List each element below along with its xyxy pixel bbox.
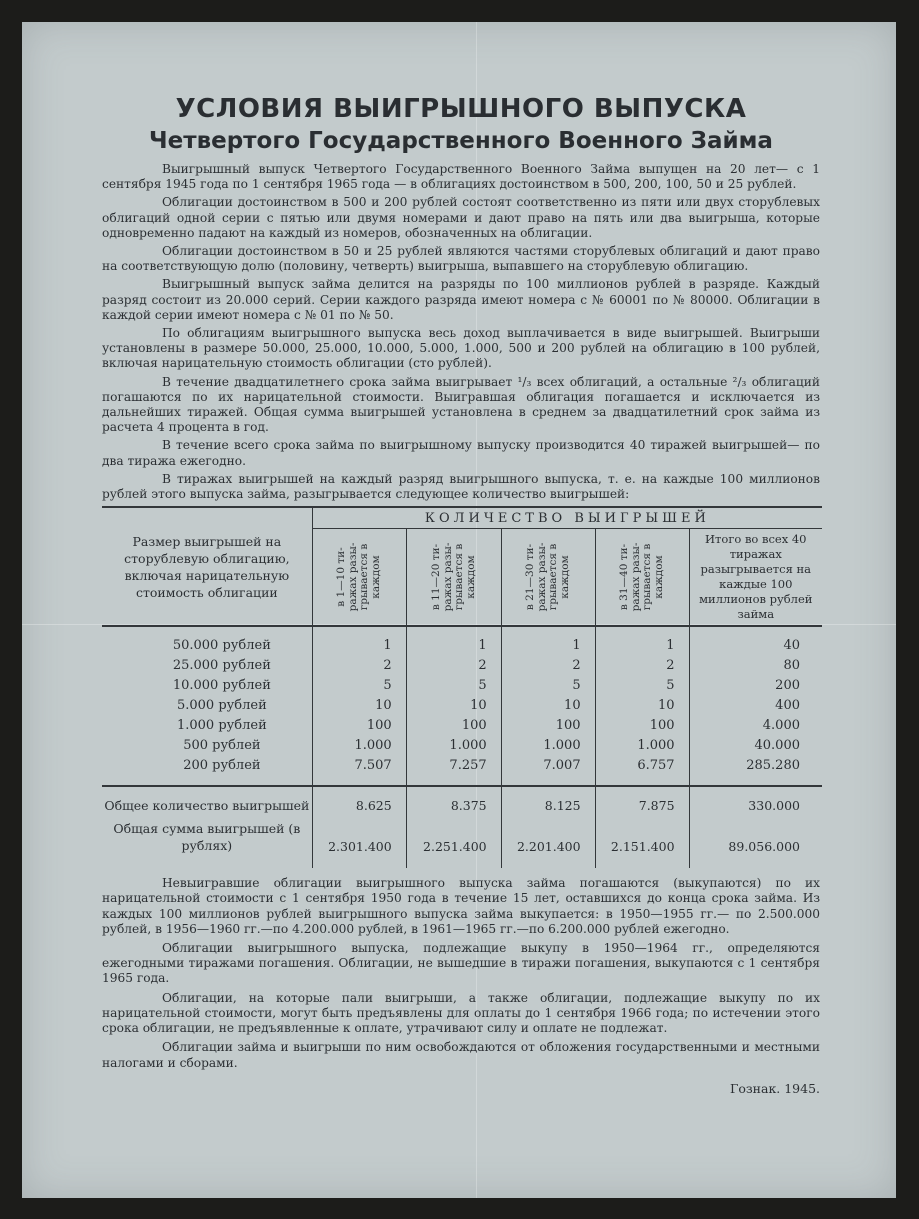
total-cell: 200 bbox=[775, 677, 800, 693]
summary-cell: 8.625 bbox=[312, 786, 406, 820]
summary-cell: 8.125 bbox=[501, 786, 595, 820]
summary-label: Общее количество выигрышей bbox=[102, 786, 312, 820]
summary-cell: 2.301.400 bbox=[312, 820, 406, 868]
summary-total: 330.000 bbox=[748, 798, 800, 814]
count-cell: 1 bbox=[501, 626, 595, 655]
document-content bbox=[102, 92, 820, 1096]
count-cell: 100 bbox=[501, 715, 595, 735]
count-cell: 6.757 bbox=[595, 755, 689, 786]
count-cell: 100 bbox=[595, 715, 689, 735]
column-header-text: в 31—40 ти- ражах разы- грывается в каждом bbox=[618, 542, 665, 612]
summary-row-count bbox=[102, 786, 822, 820]
paragraph: Облигации выигрышного выпуска, подлежащие выкупу в 1950—1964 гг., определяются ежегодными тиражами погашения. Облигации, не вышедшие в тиражи погашения, выкупаются с 1 сентября 1965 года. bbox=[102, 941, 820, 986]
paragraph: По облигациям выигрышного выпуска весь доход выплачивается в виде выигрышей. Выигрыши установлены в размере 50.000, 25.000, 10.000, 5.000, 1.000, 500 и 200 рублей на облигацию в 100 рублей, включая нарицательную стоимость облигации (сто рублей). bbox=[102, 326, 820, 371]
summary-row-sum bbox=[102, 820, 822, 868]
count-cell: 100 bbox=[406, 715, 501, 735]
count-cell: 5 bbox=[312, 675, 406, 695]
count-cell: 10 bbox=[501, 695, 595, 715]
conditions-text bbox=[102, 162, 820, 502]
printer-imprint: Гознак. 1945. bbox=[730, 1080, 820, 1096]
count-cell: 1 bbox=[595, 626, 689, 655]
paragraph: В тиражах выигрышей на каждый разряд выигрышного выпуска, т. е. на каждые 100 миллионов рублей этого выпуска займа, разыгрывается следующее количество выигрышей: bbox=[102, 471, 820, 502]
count-cell: 2 bbox=[501, 655, 595, 675]
total-cell: 40.000 bbox=[754, 737, 800, 753]
total-cell: 80 bbox=[783, 657, 800, 673]
table-row bbox=[102, 675, 822, 695]
prize-size: 200 рублей bbox=[102, 755, 312, 786]
total-column-header: Итого во всех 40 тиражах разыгрывается на каждые 100 миллионов рублей займа bbox=[689, 529, 822, 627]
paragraph: Невыигравшие облигации выигрышного выпуска займа погашаются (выкупаются) по их нарицательной стоимости с 1 сентября 1950 года в течение 15 лет, оставшихся до конца срока займа. Из каждых 100 миллионов рублей выигрышного выпуска займа выкупается: в 1950—1955 гг.— по 2.500.000 рублей, в 1956—1960 гг.—по 4.200.000 рублей, в 1961—1965 гг.—по 6.200.000 рублей ежегодно. bbox=[102, 876, 820, 936]
count-cell: 1.000 bbox=[595, 735, 689, 755]
summary-label: Общая сумма выигрышей (в рублях) bbox=[102, 820, 312, 868]
summary-cell: 8.375 bbox=[406, 786, 501, 820]
table-row bbox=[102, 655, 822, 675]
paragraph: Выигрышный выпуск займа делится на разряды по 100 миллионов рублей в разряде. Каждый разряд состоит из 20.000 серий. Серии каждого разряда имеют номера с № 60001 по № 80000. Облигации в каждой серии имеют номера с № 01 по № 50. bbox=[102, 277, 820, 322]
count-cell: 5 bbox=[595, 675, 689, 695]
count-cell: 1.000 bbox=[312, 735, 406, 755]
count-cell: 7.007 bbox=[501, 755, 595, 786]
paragraph: Выигрышный выпуск Четвертого Государственного Военного Займа выпущен на 20 лет— с 1 сентября 1945 года по 1 сентября 1965 года — в облигациях достоинством в 500, 200, 100, 50 и 25 рублей. bbox=[102, 162, 820, 192]
count-cell: 1.000 bbox=[501, 735, 595, 755]
table-row bbox=[102, 695, 822, 715]
total-cell: 285.280 bbox=[689, 755, 822, 786]
count-cell: 7.257 bbox=[406, 755, 501, 786]
column-header-text: в 11—20 ти- ражах разы- грывается в каждом bbox=[429, 542, 477, 612]
count-cell: 5 bbox=[406, 675, 501, 695]
paragraph: Облигации займа и выигрыши по ним освобождаются от обложения государственными и местными налогами и сборами. bbox=[102, 1040, 820, 1070]
summary-cell: 2.201.400 bbox=[501, 820, 595, 868]
table-row bbox=[102, 715, 822, 735]
count-cell: 10 bbox=[406, 695, 501, 715]
table-row bbox=[102, 755, 822, 786]
paragraph: В течение двадцатилетнего срока займа выигрывает ¹/₃ всех облигаций, а остальные ²/₃ облигаций погашаются по их нарицательной стоимости. Выигравшая облигация погашается и исключается из дальнейших тиражей. Общая сумма выигрышей установлена в среднем за двадцатилетний срок займа из расчета 4 процента в год. bbox=[102, 374, 820, 435]
column-header-text: в 1—10 ти- ражах разы- грывается в каждом bbox=[335, 542, 382, 612]
count-cell: 7.507 bbox=[312, 755, 406, 786]
prize-size: 1.000 рублей bbox=[102, 715, 312, 735]
count-cell: 100 bbox=[312, 715, 406, 735]
paragraph: Облигации достоинством в 500 и 200 рублей состоят соответственно из пяти или двух сторублевых облигаций одной серии с пятью или двумя номерами и дают право на пять или два выигрыша, которые одновременно падают на каждый из номеров, обозначенных на облигации. bbox=[102, 195, 820, 240]
total-cell: 4.000 bbox=[762, 717, 800, 733]
table-row bbox=[102, 735, 822, 755]
count-cell: 2 bbox=[406, 655, 501, 675]
prize-size: 500 рублей bbox=[102, 735, 312, 755]
column-header bbox=[406, 529, 501, 627]
count-cell: 2 bbox=[595, 655, 689, 675]
column-header bbox=[501, 529, 595, 627]
table-row bbox=[102, 626, 822, 655]
size-header: Размер выигрышей на сторублевую облигацию, включая нарицательную стоимость облигации bbox=[102, 507, 312, 626]
prize-size: 25.000 рублей bbox=[102, 655, 312, 675]
column-header-text: в 21—30 ти- ражах разы- грывается в каждом bbox=[524, 542, 571, 612]
paragraph: Облигации достоинством в 50 и 25 рублей являются частями сторублевых облигаций и дают право на соответствующую долю (половину, четверть) выигрыша, выпавшего на сторублевую облигацию. bbox=[102, 244, 820, 274]
count-cell: 1.000 bbox=[406, 735, 501, 755]
redemption-text bbox=[102, 876, 820, 1070]
document-subtitle: Четвертого Государственного Военного Займа bbox=[149, 128, 773, 154]
prize-size: 5.000 рублей bbox=[102, 695, 312, 715]
prize-size: 10.000 рублей bbox=[102, 675, 312, 695]
column-header bbox=[595, 529, 689, 627]
count-cell: 1 bbox=[312, 626, 406, 655]
count-cell: 10 bbox=[595, 695, 689, 715]
count-cell: 1 bbox=[406, 626, 501, 655]
summary-cell: 2.251.400 bbox=[406, 820, 501, 868]
count-cell: 10 bbox=[312, 695, 406, 715]
document-title: УСЛОВИЯ ВЫИГРЫШНОГО ВЫПУСКА bbox=[175, 94, 747, 124]
winnings-table bbox=[102, 506, 822, 868]
count-group-header: КОЛИЧЕСТВО ВЫИГРЫШЕЙ bbox=[312, 507, 822, 529]
summary-cell: 2.151.400 bbox=[595, 820, 689, 868]
total-cell: 400 bbox=[775, 697, 800, 713]
document-sheet bbox=[22, 22, 896, 1198]
count-cell: 5 bbox=[501, 675, 595, 695]
count-cell: 2 bbox=[312, 655, 406, 675]
paragraph: Облигации, на которые пали выигрыши, а также облигации, подлежащие выкупу по их нарицательной стоимости, могут быть предъявлены для оплаты до 1 сентября 1966 года; по истечении этого срока облигации, не предъявленные к оплате, утрачивают силу и оплате не подлежат. bbox=[102, 990, 820, 1036]
summary-total: 89.056.000 bbox=[728, 839, 800, 855]
prize-size: 50.000 рублей bbox=[102, 626, 312, 655]
column-header bbox=[312, 529, 406, 627]
summary-cell: 7.875 bbox=[595, 786, 689, 820]
total-cell: 40 bbox=[783, 637, 800, 653]
paragraph: В течение всего срока займа по выигрышному выпуску производится 40 тиражей выигрышей— по два тиража ежегодно. bbox=[102, 438, 820, 468]
